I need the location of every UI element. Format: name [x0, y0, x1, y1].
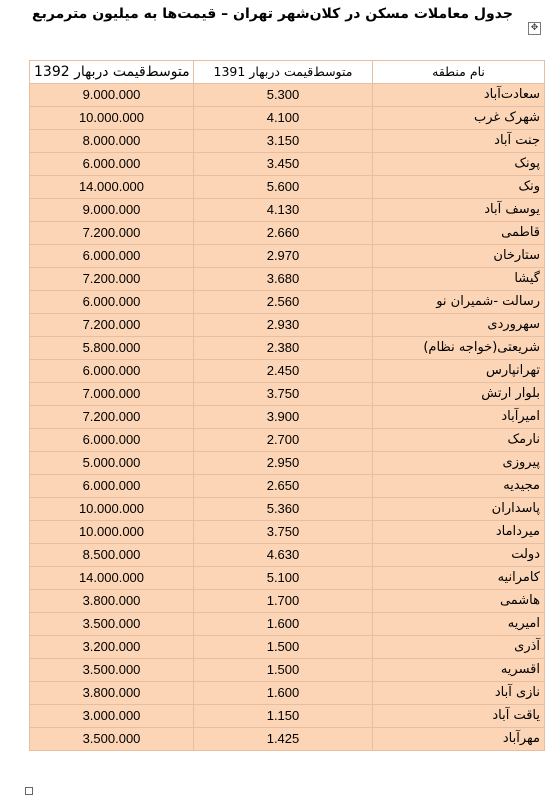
cell-area-name[interactable]: جنت آباد	[373, 130, 545, 153]
cell-area-name[interactable]: نارمک	[373, 429, 545, 452]
move-arrows-icon: ✥	[530, 23, 539, 33]
cell-price-1391[interactable]: 5.360	[194, 498, 373, 521]
cell-area-name[interactable]: گیشا	[373, 268, 545, 291]
cell-area-name[interactable]: میرداماد	[373, 521, 545, 544]
cell-price-1391[interactable]: 1.425	[194, 728, 373, 751]
cell-price-1391[interactable]: 2.650	[194, 475, 373, 498]
cell-price-1392[interactable]: 6.000.000	[30, 429, 194, 452]
cell-price-1392[interactable]: 3.800.000	[30, 590, 194, 613]
cell-area-name[interactable]: هاشمی	[373, 590, 545, 613]
cell-price-1392[interactable]: 7.200.000	[30, 222, 194, 245]
prices-table	[29, 60, 545, 751]
table-row	[30, 107, 545, 130]
table-row	[30, 728, 545, 751]
header-price-1392: متوسط‌قیمت دربهار 1392	[30, 61, 194, 84]
cell-price-1391[interactable]: 4.100	[194, 107, 373, 130]
cell-price-1391[interactable]: 4.130	[194, 199, 373, 222]
table-row	[30, 130, 545, 153]
table-row	[30, 659, 545, 682]
cell-price-1391[interactable]: 3.900	[194, 406, 373, 429]
cell-price-1392[interactable]: 6.000.000	[30, 245, 194, 268]
table-row	[30, 291, 545, 314]
cell-area-name[interactable]: مجیدیه	[373, 475, 545, 498]
cell-area-name[interactable]: پیروزی	[373, 452, 545, 475]
cell-price-1391[interactable]: 1.500	[194, 659, 373, 682]
cell-price-1392[interactable]: 3.200.000	[30, 636, 194, 659]
cell-area-name[interactable]: نازی آباد	[373, 682, 545, 705]
cell-price-1392[interactable]: 7.000.000	[30, 383, 194, 406]
cell-price-1392[interactable]: 3.500.000	[30, 659, 194, 682]
table-row	[30, 222, 545, 245]
cell-area-name[interactable]: سعادت‌آباد	[373, 84, 545, 107]
cell-area-name[interactable]: اقسریه	[373, 659, 545, 682]
table-row	[30, 268, 545, 291]
table-resize-handle[interactable]	[25, 787, 33, 795]
cell-price-1391[interactable]: 2.930	[194, 314, 373, 337]
cell-price-1391[interactable]: 1.700	[194, 590, 373, 613]
table-row	[30, 475, 545, 498]
table-row	[30, 314, 545, 337]
cell-area-name[interactable]: پاسداران	[373, 498, 545, 521]
cell-price-1391[interactable]: 5.300	[194, 84, 373, 107]
cell-price-1392[interactable]: 10.000.000	[30, 521, 194, 544]
table-row	[30, 360, 545, 383]
cell-area-name[interactable]: قاطمی	[373, 222, 545, 245]
table-row	[30, 245, 545, 268]
header-area-name: نام منطقه	[373, 61, 545, 84]
cell-price-1392[interactable]: 7.200.000	[30, 314, 194, 337]
cell-price-1391[interactable]: 2.970	[194, 245, 373, 268]
cell-price-1392[interactable]: 6.000.000	[30, 475, 194, 498]
cell-area-name[interactable]: تهرانپارس	[373, 360, 545, 383]
cell-price-1392[interactable]: 6.000.000	[30, 360, 194, 383]
table-row	[30, 406, 545, 429]
cell-price-1392[interactable]: 3.500.000	[30, 613, 194, 636]
table-row	[30, 452, 545, 475]
table-row	[30, 383, 545, 406]
table-row	[30, 176, 545, 199]
table-row	[30, 429, 545, 452]
cell-area-name[interactable]: سهروردی	[373, 314, 545, 337]
cell-price-1391[interactable]: 5.100	[194, 567, 373, 590]
cell-price-1391[interactable]: 2.450	[194, 360, 373, 383]
cell-price-1392[interactable]: 3.800.000	[30, 682, 194, 705]
cell-price-1391[interactable]: 3.750	[194, 383, 373, 406]
cell-price-1391[interactable]: 1.150	[194, 705, 373, 728]
cell-price-1391[interactable]: 2.380	[194, 337, 373, 360]
cell-price-1392[interactable]: 6.000.000	[30, 153, 194, 176]
cell-price-1392[interactable]: 6.000.000	[30, 291, 194, 314]
document-title: جدول معاملات مسکن در کلان‌شهر تهران – قیمت‌ها به میلیون مترمربع	[32, 6, 513, 22]
table-row	[30, 636, 545, 659]
cell-price-1391[interactable]: 3.150	[194, 130, 373, 153]
cell-price-1392[interactable]: 3.500.000	[30, 728, 194, 751]
cell-area-name[interactable]: امیریه	[373, 613, 545, 636]
cell-price-1392[interactable]: 9.000.000	[30, 84, 194, 107]
cell-area-name[interactable]: پونک	[373, 153, 545, 176]
cell-price-1392[interactable]: 8.000.000	[30, 130, 194, 153]
cell-area-name[interactable]: بلوار ارتش	[373, 383, 545, 406]
cell-price-1392[interactable]: 14.000.000	[30, 567, 194, 590]
table-row	[30, 613, 545, 636]
cell-area-name[interactable]: مهرآباد	[373, 728, 545, 751]
cell-price-1392[interactable]: 10.000.000	[30, 107, 194, 130]
cell-price-1391[interactable]: 4.630	[194, 544, 373, 567]
cell-area-name[interactable]: رسالت -شمیران نو	[373, 291, 545, 314]
cell-price-1391[interactable]: 1.500	[194, 636, 373, 659]
cell-price-1392[interactable]: 14.000.000	[30, 176, 194, 199]
cell-price-1391[interactable]: 3.680	[194, 268, 373, 291]
header-price-1391: متوسط‌قیمت دربهار 1391	[194, 61, 373, 84]
table-row	[30, 153, 545, 176]
cell-price-1391[interactable]: 3.450	[194, 153, 373, 176]
cell-area-name[interactable]: یاقت آباد	[373, 705, 545, 728]
cell-area-name[interactable]: شهرک غرب	[373, 107, 545, 130]
table-row	[30, 567, 545, 590]
cell-price-1391[interactable]: 2.560	[194, 291, 373, 314]
table-row	[30, 544, 545, 567]
cell-area-name[interactable]: امیرآباد	[373, 406, 545, 429]
cell-price-1392[interactable]: 7.200.000	[30, 268, 194, 291]
cell-area-name[interactable]: ستارخان	[373, 245, 545, 268]
cell-price-1392[interactable]: 3.000.000	[30, 705, 194, 728]
cell-price-1391[interactable]: 3.750	[194, 521, 373, 544]
cell-price-1391[interactable]: 2.700	[194, 429, 373, 452]
table-row	[30, 498, 545, 521]
cell-price-1392[interactable]: 5.000.000	[30, 452, 194, 475]
table-row	[30, 521, 545, 544]
cell-price-1392[interactable]: 8.500.000	[30, 544, 194, 567]
table-header-row	[30, 61, 545, 84]
cell-price-1391[interactable]: 5.600	[194, 176, 373, 199]
cell-area-name[interactable]: یوسف آباد	[373, 199, 545, 222]
table-row	[30, 199, 545, 222]
cell-price-1391[interactable]: 1.600	[194, 682, 373, 705]
cell-price-1391[interactable]: 1.600	[194, 613, 373, 636]
cell-price-1391[interactable]: 2.950	[194, 452, 373, 475]
cell-area-name[interactable]: ونک	[373, 176, 545, 199]
cell-area-name[interactable]: کامرانیه	[373, 567, 545, 590]
table-move-handle[interactable]	[528, 22, 541, 35]
table-row	[30, 682, 545, 705]
table-row	[30, 84, 545, 107]
cell-area-name[interactable]: آذری	[373, 636, 545, 659]
cell-price-1392[interactable]: 9.000.000	[30, 199, 194, 222]
cell-area-name[interactable]: دولت	[373, 544, 545, 567]
cell-price-1392[interactable]: 5.800.000	[30, 337, 194, 360]
cell-area-name[interactable]: شریعتی(خواجه نظام)	[373, 337, 545, 360]
cell-price-1391[interactable]: 2.660	[194, 222, 373, 245]
cell-price-1392[interactable]: 10.000.000	[30, 498, 194, 521]
cell-price-1392[interactable]: 7.200.000	[30, 406, 194, 429]
table-row	[30, 590, 545, 613]
table-row	[30, 705, 545, 728]
table-row	[30, 337, 545, 360]
